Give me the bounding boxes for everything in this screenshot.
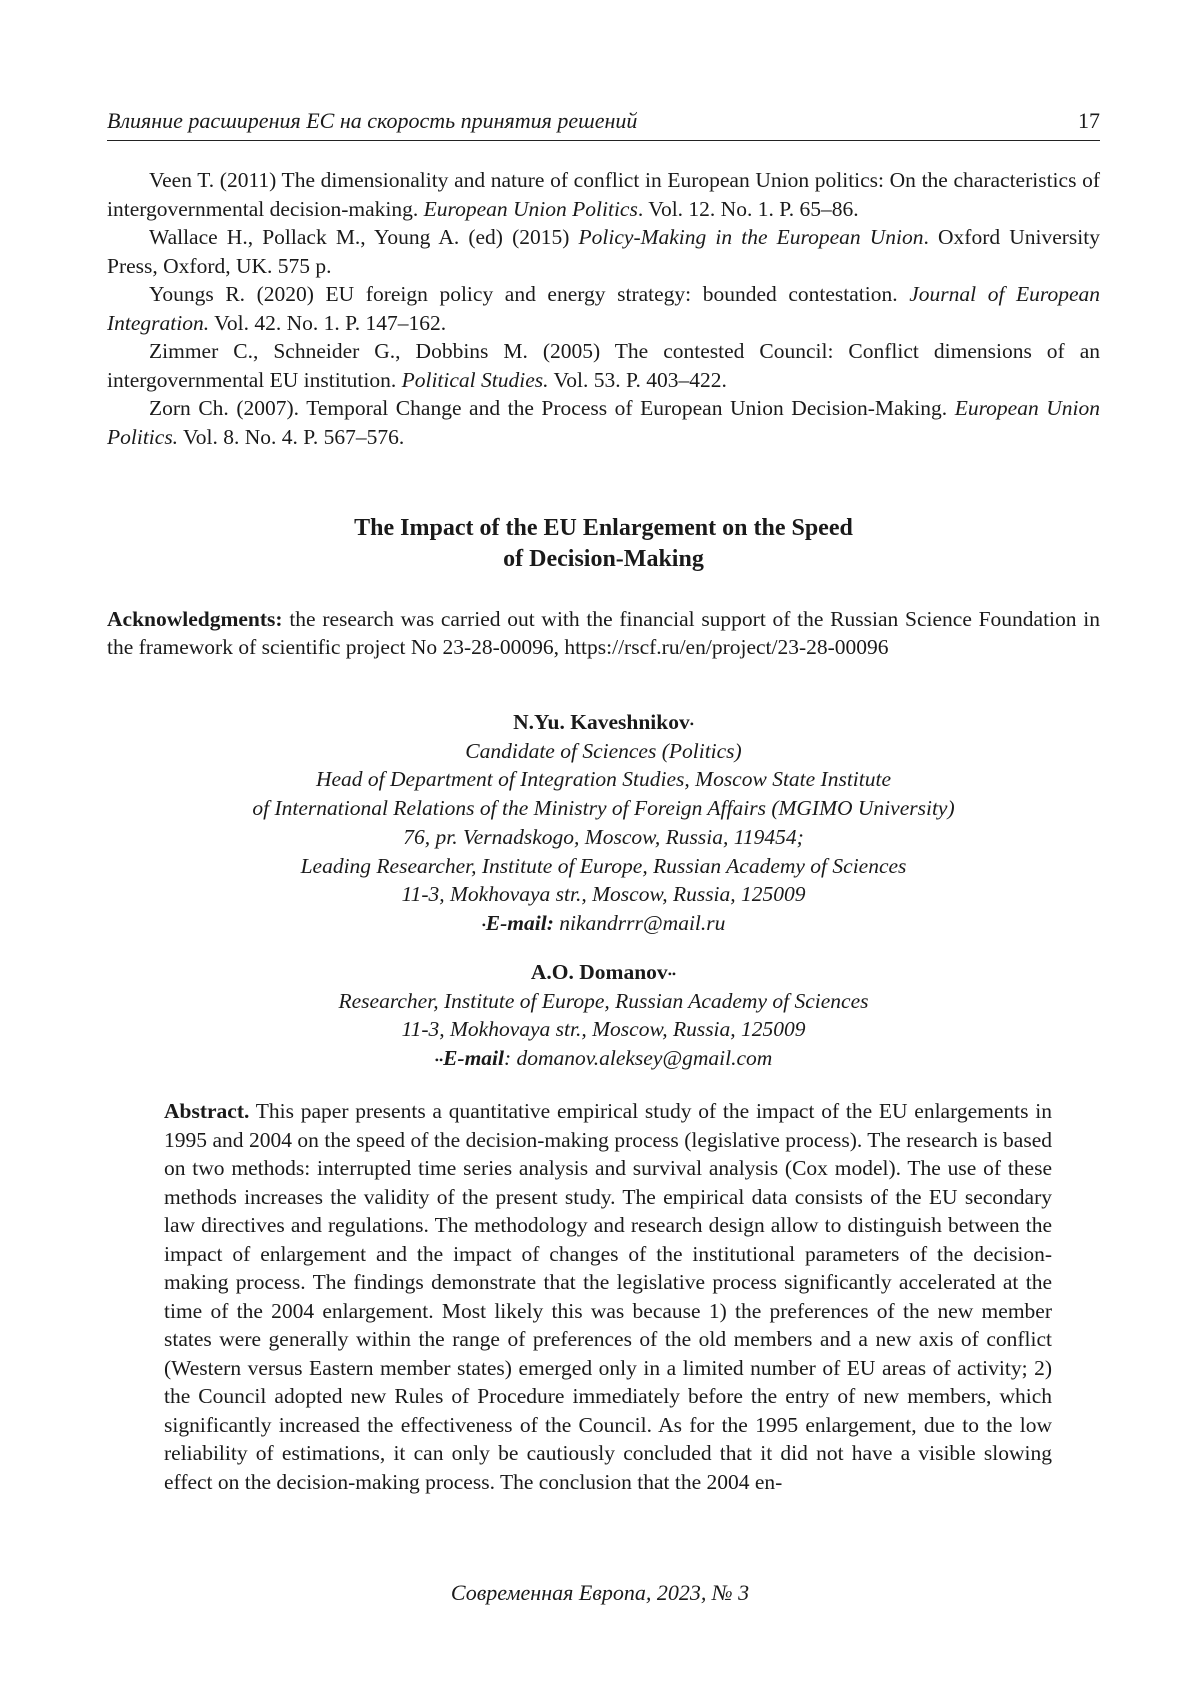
reference-item: Wallace H., Pollack M., Young A. (ed) (2015) Policy-Making in the European Union. Oxford University Press, Oxford, UK. 575 p. <box>107 225 1100 278</box>
running-title: Влияние расширения ЕС на скорость принятия решений <box>107 108 638 133</box>
author-affiliation: 11-3, Mokhovaya str., Moscow, Russia, 125009 <box>401 1017 806 1042</box>
page-number: 17 <box>1078 108 1100 133</box>
author-block-1 <box>107 708 1100 938</box>
author-affiliation: 11-3, Mokhovaya str., Moscow, Russia, 125009 <box>401 882 806 907</box>
author-affiliation: Candidate of Sciences (Politics) <box>465 738 742 763</box>
author-name: A.O. Domanov <box>530 960 668 984</box>
reference-item: Veen T. (2011) The dimensionality and nature of conflict in European Union politics: On the characteristics of intergovernmental decision-making. European Union Politics. Vol. 12. No. 1. P. 65–86. <box>107 168 1100 221</box>
abstract-text: This paper presents a quantitative empirical study of the impact of the EU enlargements in 1995 and 2004 on the speed of the decision-making process (legislative process). The research is based on two methods: interrupted time series analysis and survival analysis (Cox model). The use of these methods increases the validity of the present study. The empirical data consists of the EU secondary law directives and regulations. The methodology and research design allow to distinguish between the impact of enlargement and the impact of changes of the institutional parameters of the decision-making process. The findings demonstrate that the legislative process significantly accelerated at the time of the 2004 enlargement. Most likely this was because 1) the preferences of the new member states were generally within the range of preferences of the old members and a new axis of conflict (Western versus Eastern member states) emerged only in a limited number of EU areas of activity; 2) the Council adopted new Rules of Procedure immediately before the entry of new members, which significantly increased the effectiveness of the Council. As for the 1995 enlargement, due to the low reliability of estimations, it can only be cautiously concluded that it did not have a visible slowing effect on the decision-making process. The conclusion that the 2004 en- <box>164 1099 1052 1494</box>
article-title <box>107 513 1100 575</box>
reference-item: Zimmer C., Schneider G., Dobbins M. (2005) The contested Council: Conflict dimensions of an intergovernmental EU institution. Political Studies. Vol. 53. P. 403–422. <box>107 339 1100 392</box>
article-title-line-1: The Impact of the EU Enlargement on the Speed <box>354 515 853 541</box>
author-affiliation: of International Relations of the Ministry of Foreign Affairs (MGIMO University) <box>252 796 955 821</box>
author-footnote-mark: •• <box>667 967 677 981</box>
author-footnote-mark: • <box>689 717 694 731</box>
author-affiliation: Researcher, Institute of Europe, Russian Academy of Sciences <box>338 988 869 1013</box>
reference-item: Zorn Ch. (2007). Temporal Change and the Process of European Union Decision-Making. European Union Politics. Vol. 8. No. 4. P. 567–576. <box>107 396 1100 449</box>
author-email-link[interactable]: nikandrrr@mail.ru <box>559 910 726 935</box>
author-email-link[interactable]: : domanov.aleksey@gmail.com <box>503 1046 773 1071</box>
journal-footer: Современная Европа, 2023, № 3 <box>450 1580 750 1605</box>
author-email: ••E-mail: domanov.aleksey@gmail.com <box>434 1046 773 1071</box>
author-affiliation: Head of Department of Integration Studies, Moscow State Institute <box>315 767 892 792</box>
author-affiliation: 76, pr. Vernadskogo, Moscow, Russia, 119454; <box>403 824 804 849</box>
acknowledgments <box>107 605 1100 661</box>
running-header <box>107 106 1100 141</box>
reference-item: Youngs R. (2020) EU foreign policy and energy strategy: bounded contestation. Journal of European Integration. Vol. 42. No. 1. P. 147–162. <box>107 282 1100 335</box>
reference-list <box>107 166 1100 451</box>
acknowledgments-label: Acknowledgments: <box>107 607 283 631</box>
acknowledgments-text: the research was carried out with the financial support of the Russian Science Foundation in the framework of scientific project No 23-28-00096, https://rscf.ru/en/project/23-28-00096 <box>107 607 1100 659</box>
author-block-2 <box>107 958 1100 1073</box>
abstract-label: Abstract. <box>164 1099 250 1123</box>
author-name: N.Yu. Kaveshnikov <box>513 710 690 734</box>
article-title-line-2: of Decision-Making <box>503 546 704 572</box>
author-affiliation: Leading Researcher, Institute of Europe, Russian Academy of Sciences <box>300 853 907 878</box>
author-email: •E-mail: nikandrrr@mail.ru <box>481 910 726 935</box>
abstract <box>164 1097 1052 1496</box>
